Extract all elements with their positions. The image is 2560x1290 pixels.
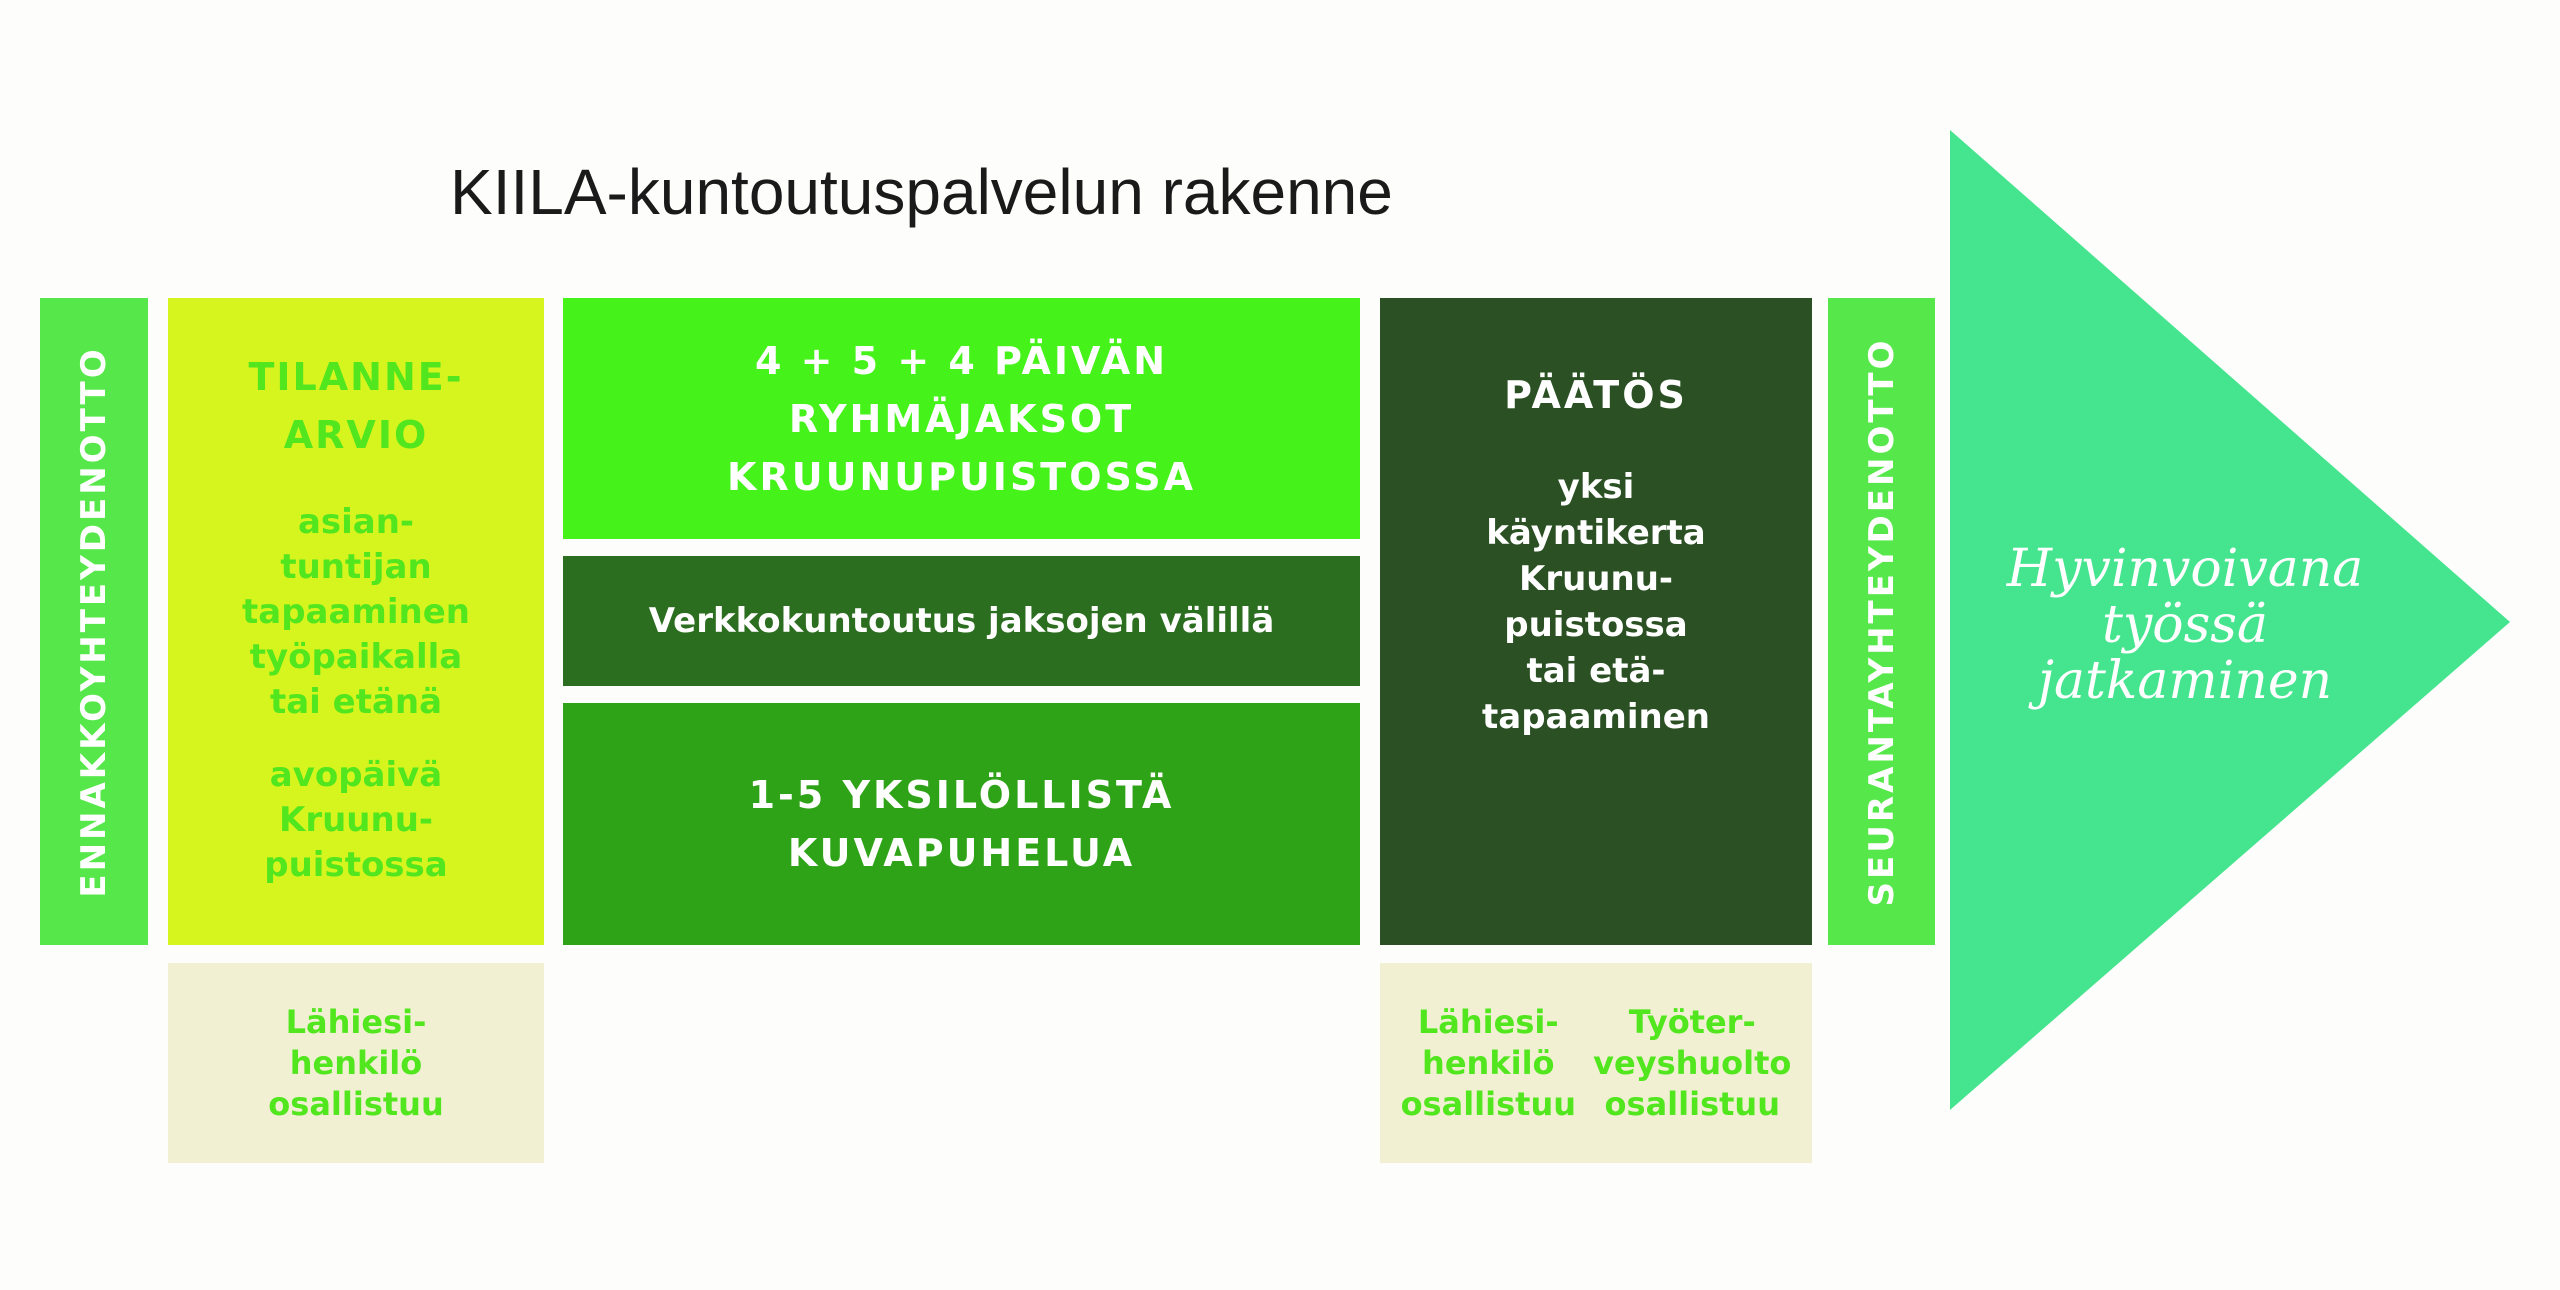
text-line: Kruunu- — [1518, 559, 1674, 599]
goal-line: jatkaminen — [2037, 651, 2333, 711]
text-line: tai etä- — [1526, 651, 1666, 691]
participation-text: Lähiesi- henkilö osallistuu — [268, 1002, 444, 1123]
text-line: 4 + 5 + 4 PÄIVÄN — [754, 338, 1169, 383]
text-line: tai etänä — [269, 682, 443, 722]
video-calls-box — [563, 703, 1360, 945]
heading-line: ARVIO — [283, 413, 429, 457]
text-line: KRUUNUPUISTOSSA — [727, 454, 1196, 499]
participation-box-left — [168, 963, 544, 1163]
online-rehab-label: Verkkokuntoutus jaksojen välillä — [648, 601, 1275, 641]
text-line: avopäivä — [269, 755, 443, 795]
decision-heading: PÄÄTÖS — [1504, 373, 1688, 417]
participation-box-right — [1380, 963, 1812, 1163]
online-rehab-box — [563, 556, 1360, 686]
text-line: asian- — [297, 502, 415, 542]
decision-text — [1380, 464, 1812, 740]
text-line: puistossa — [264, 845, 448, 885]
text-line: työpaikalla — [249, 637, 463, 677]
text-line: tuntijan — [280, 547, 432, 587]
assessment-column — [168, 298, 544, 945]
follow-up-label: SEURANTAYHTEYDENOTTO — [1861, 337, 1902, 906]
text-line: KUVAPUHELUA — [787, 831, 1136, 875]
text-line: puistossa — [1504, 605, 1688, 645]
assessment-heading — [168, 348, 544, 464]
text-line: Kruunu- — [278, 800, 434, 840]
text-line: 1-5 YKSILÖLLISTÄ — [748, 773, 1175, 817]
open-day-text — [168, 753, 544, 888]
diagram-title: KIILA-kuntoutuspalvelun rakenne — [450, 156, 1393, 228]
pre-contact-label: ENNAKKOYHTEYDENOTTO — [74, 345, 114, 898]
text-line: käyntikerta — [1486, 513, 1706, 553]
group-periods-box — [563, 298, 1360, 539]
goal-line: Hyvinvoivana — [2006, 539, 2364, 599]
follow-up-bar — [1828, 298, 1935, 945]
participation-text: Työter- veyshuolto osallistuu — [1593, 1002, 1792, 1123]
heading-line: TILANNE- — [248, 355, 464, 399]
decision-column — [1380, 298, 1812, 945]
goal-line: työssä — [2102, 595, 2268, 655]
text-line: tapaaminen — [1482, 697, 1710, 737]
text-line: yksi — [1557, 467, 1635, 507]
participation-text: Lähiesi- henkilö osallistuu — [1400, 1002, 1576, 1123]
expert-meeting-text — [168, 500, 544, 725]
goal-text — [1985, 515, 2385, 735]
text-line: RYHMÄJAKSOT — [788, 396, 1135, 441]
text-line: tapaaminen — [242, 592, 470, 632]
pre-contact-bar — [40, 298, 148, 945]
